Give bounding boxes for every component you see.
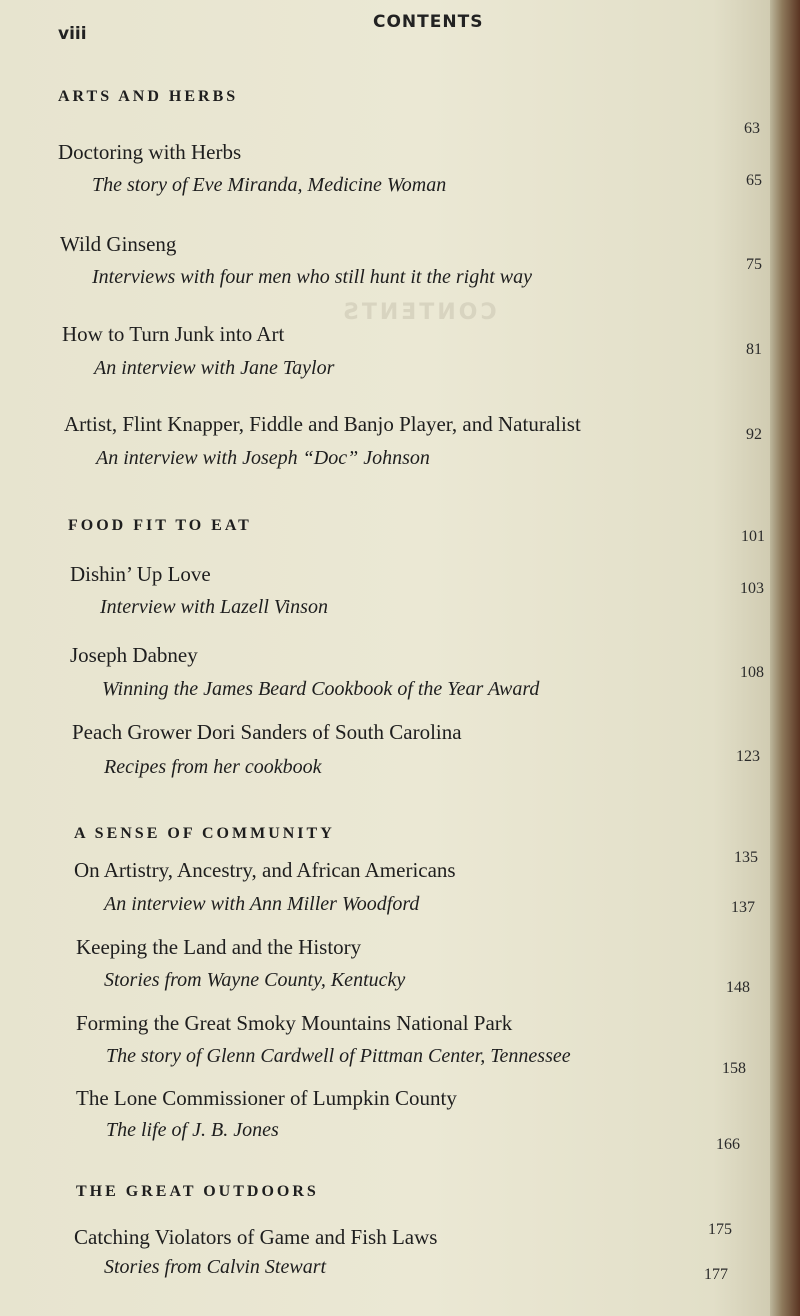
entry-subtitle: The life of J. B. Jones <box>106 1119 279 1141</box>
section-page-number: 175 <box>708 1221 732 1238</box>
entry-subtitle: An interview with Jane Taylor <box>94 357 335 379</box>
entry-title: Artist, Flint Knapper, Fiddle and Banjo Player, and Naturalist <box>64 412 581 436</box>
entry-page-number: 177 <box>704 1266 728 1283</box>
page-number: viii <box>58 24 87 44</box>
entry-title: The Lone Commissioner of Lumpkin County <box>76 1086 457 1110</box>
entry-subtitle: Winning the James Beard Cookbook of the Year Award <box>102 678 540 700</box>
entry-title: Wild Ginseng <box>60 232 177 256</box>
entry-page-number: 92 <box>746 426 762 443</box>
page-edge <box>770 0 800 1316</box>
entry-page-number: 158 <box>722 1060 746 1077</box>
section-page-number: 135 <box>734 849 758 866</box>
running-head: CONTENTS <box>373 12 484 32</box>
entry-page-number: 75 <box>746 256 762 273</box>
entry-subtitle: Interview with Lazell Vinson <box>100 596 328 618</box>
entry-title: Peach Grower Dori Sanders of South Carolina <box>72 720 462 744</box>
entry-subtitle: Recipes from her cookbook <box>104 756 322 778</box>
entry-title: Joseph Dabney <box>70 643 198 667</box>
entry-page-number: 108 <box>740 664 764 681</box>
entry-page-number: 166 <box>716 1136 740 1153</box>
entry-title: Keeping the Land and the History <box>76 935 362 959</box>
entry-subtitle: Stories from Calvin Stewart <box>104 1256 327 1278</box>
section-heading: ARTS AND HERBS <box>58 88 239 105</box>
entry-title: How to Turn Junk into Art <box>62 322 285 346</box>
entry-page-number: 148 <box>726 979 750 996</box>
entry-title: Catching Violators of Game and Fish Laws <box>74 1225 438 1249</box>
entry-title: Dishin’ Up Love <box>70 562 211 586</box>
section-page-number: 63 <box>744 120 760 137</box>
bleed-through-text: CONTENTS <box>340 300 497 325</box>
section-page-number: 101 <box>741 528 765 545</box>
entry-page-number: 123 <box>736 748 760 765</box>
entry-page-number: 81 <box>746 341 762 358</box>
entry-subtitle: Interviews with four men who still hunt it the right way <box>92 266 532 288</box>
entry-title: Forming the Great Smoky Mountains National Park <box>76 1011 513 1035</box>
entry-subtitle: Stories from Wayne County, Kentucky <box>104 969 406 991</box>
entry-subtitle: An interview with Joseph “Doc” Johnson <box>96 447 430 469</box>
entry-title: Doctoring with Herbs <box>58 140 242 164</box>
section-heading: THE GREAT OUTDOORS <box>76 1183 319 1200</box>
section-heading: FOOD FIT TO EAT <box>68 517 252 534</box>
entry-title: On Artistry, Ancestry, and African Americans <box>74 858 456 882</box>
entry-page-number: 103 <box>740 580 764 597</box>
entry-subtitle: The story of Eve Miranda, Medicine Woman <box>92 174 447 196</box>
entry-page-number: 137 <box>731 899 755 916</box>
entry-subtitle: An interview with Ann Miller Woodford <box>104 893 420 915</box>
entry-page-number: 65 <box>746 172 762 189</box>
entry-subtitle: The story of Glenn Cardwell of Pittman Center, Tennessee <box>106 1045 571 1067</box>
section-heading: A SENSE OF COMMUNITY <box>74 825 335 842</box>
